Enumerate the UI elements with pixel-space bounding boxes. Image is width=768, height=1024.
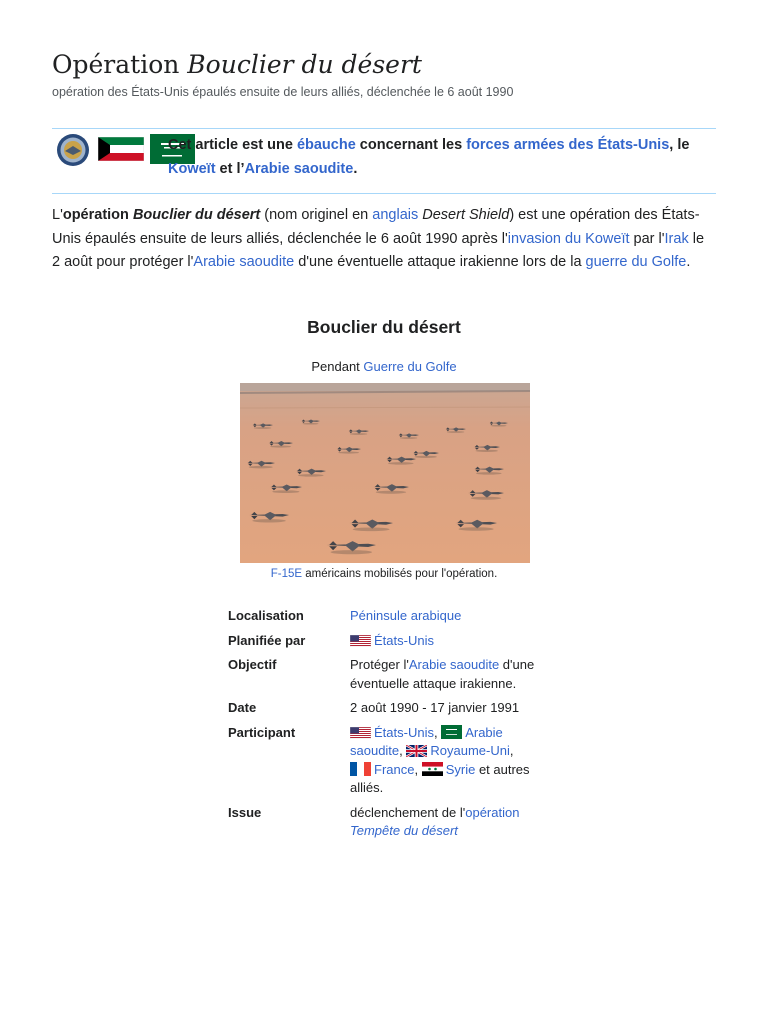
planifiee-link[interactable]: États-Unis bbox=[374, 632, 434, 648]
stub-text-3: , le bbox=[669, 137, 690, 153]
row-label: Localisation bbox=[228, 608, 304, 623]
infobox-row-localisation bbox=[222, 605, 552, 630]
participant-sep: , bbox=[399, 743, 407, 758]
participant-link-arabie[interactable]: Arabie saoudite bbox=[350, 724, 503, 758]
row-value bbox=[350, 605, 552, 630]
row-label: Planifiée par bbox=[228, 632, 306, 648]
row-value: 2 août 1990 - 17 janvier 1991 bbox=[350, 700, 520, 715]
participant-link-syrie[interactable]: Syrie bbox=[445, 761, 476, 777]
france-flag-icon bbox=[350, 762, 371, 776]
row-label: Date bbox=[228, 700, 257, 715]
aircraft-photo bbox=[240, 383, 530, 563]
caption-link-f15e[interactable]: F-15E bbox=[270, 568, 303, 580]
row-value bbox=[350, 654, 552, 697]
photo-caption bbox=[0, 568, 768, 580]
kuwait-flag-icon bbox=[98, 137, 144, 166]
lead-text-6: le 2 août pour protéger l' bbox=[52, 230, 705, 271]
infobox-row-date bbox=[222, 697, 552, 722]
infobox-photo[interactable] bbox=[240, 383, 530, 563]
stub-text-4: et l’ bbox=[215, 161, 245, 177]
infobox-pendant bbox=[0, 359, 768, 374]
lead-bold-italic: Bouclier du désert bbox=[132, 207, 261, 223]
lead-bold: opération bbox=[62, 207, 133, 223]
lead-text-5: par l' bbox=[629, 230, 665, 247]
infobox-title: Bouclier du désert bbox=[307, 317, 461, 337]
title-italic: Bouclier du désert bbox=[187, 50, 422, 79]
objectif-link[interactable]: Arabie saoudite bbox=[408, 657, 500, 672]
participant-sep: , bbox=[414, 761, 422, 777]
participant-link-usa[interactable]: États-Unis bbox=[374, 724, 434, 740]
syria-flag-icon bbox=[422, 762, 443, 776]
participant-link-france[interactable]: France bbox=[374, 761, 415, 777]
usa-flag-icon bbox=[350, 635, 371, 647]
lead-link-irak[interactable]: Irak bbox=[664, 230, 689, 247]
objectif-text-1: Protéger l' bbox=[350, 657, 409, 672]
lead-text-4: ) est une opération des États-Unis épaulés ensuite de leurs alliés, déclenchée le 6 août 1990 après l' bbox=[52, 207, 700, 247]
row-value bbox=[350, 630, 552, 655]
pendant-label: Pendant bbox=[311, 359, 364, 374]
stub-text-2: concernant les bbox=[355, 137, 467, 153]
pendant-link[interactable]: Guerre du Golfe bbox=[363, 359, 457, 374]
lead-text-1: L' bbox=[52, 207, 63, 223]
title-plain: Opération bbox=[52, 50, 180, 79]
row-label: Objectif bbox=[228, 657, 277, 672]
caption-text: américains mobilisés pour l'opération. bbox=[302, 568, 498, 580]
row-value bbox=[350, 802, 552, 845]
stub-link-ebauche[interactable]: ébauche bbox=[296, 137, 356, 153]
issue-text: déclenchement de l' bbox=[350, 804, 466, 820]
stub-link-arabie-saoudite[interactable]: Arabie saoudite bbox=[244, 161, 354, 177]
lead-link-arabie[interactable]: Arabie saoudite bbox=[193, 254, 295, 271]
infobox-table bbox=[222, 605, 552, 845]
lead-text-7: d'une éventuelle attaque irakienne lors de la bbox=[294, 254, 586, 271]
localisation-link[interactable]: Péninsule arabique bbox=[350, 608, 462, 623]
lead-link-invasion[interactable]: invasion du Koweït bbox=[507, 230, 630, 247]
page-title bbox=[52, 50, 422, 79]
lead-text-2: (nom originel en bbox=[260, 207, 373, 223]
page-subtitle: opération des États-Unis épaulés ensuite de leurs alliés, déclenchée le 6 août 1990 bbox=[52, 85, 514, 99]
uk-flag-icon bbox=[406, 745, 427, 757]
lead-link-anglais[interactable]: anglais bbox=[372, 207, 419, 223]
infobox-row-objectif bbox=[222, 654, 552, 697]
infobox-row-issue bbox=[222, 802, 552, 845]
participant-sep: , bbox=[433, 724, 442, 740]
dod-seal-icon bbox=[56, 133, 90, 172]
row-value bbox=[350, 722, 552, 802]
lead-link-guerre-golfe[interactable]: guerre du Golfe bbox=[585, 254, 687, 271]
stub-link-forces-armees[interactable]: forces armées des États-Unis bbox=[466, 137, 670, 153]
row-label: Issue bbox=[228, 804, 262, 820]
participant-sep: , bbox=[509, 743, 514, 758]
lead-italic: Desert Shield bbox=[422, 207, 510, 223]
participant-link-uk[interactable]: Royaume-Uni bbox=[430, 743, 510, 758]
participant-tail: et autres alliés. bbox=[350, 761, 530, 795]
saudi-flag-icon bbox=[441, 725, 462, 739]
objectif-text-2: d'une éventuelle attaque irakienne. bbox=[350, 657, 535, 691]
row-label: Participant bbox=[228, 724, 296, 740]
stub-text-5: . bbox=[353, 161, 358, 177]
stub-notice bbox=[52, 128, 716, 194]
lead-paragraph bbox=[52, 204, 716, 275]
infobox-row-planifiee bbox=[222, 630, 552, 655]
lead-text-8: . bbox=[686, 254, 691, 271]
stub-text-1: Cet article est une bbox=[168, 137, 297, 153]
issue-link-operation[interactable]: opération bbox=[465, 804, 520, 820]
usa-flag-icon bbox=[350, 727, 371, 739]
infobox-row-participant bbox=[222, 722, 552, 802]
stub-text bbox=[168, 133, 708, 181]
stub-link-koweit[interactable]: Koweït bbox=[168, 161, 216, 177]
issue-link-tempete[interactable]: Tempête du désert bbox=[350, 823, 458, 838]
